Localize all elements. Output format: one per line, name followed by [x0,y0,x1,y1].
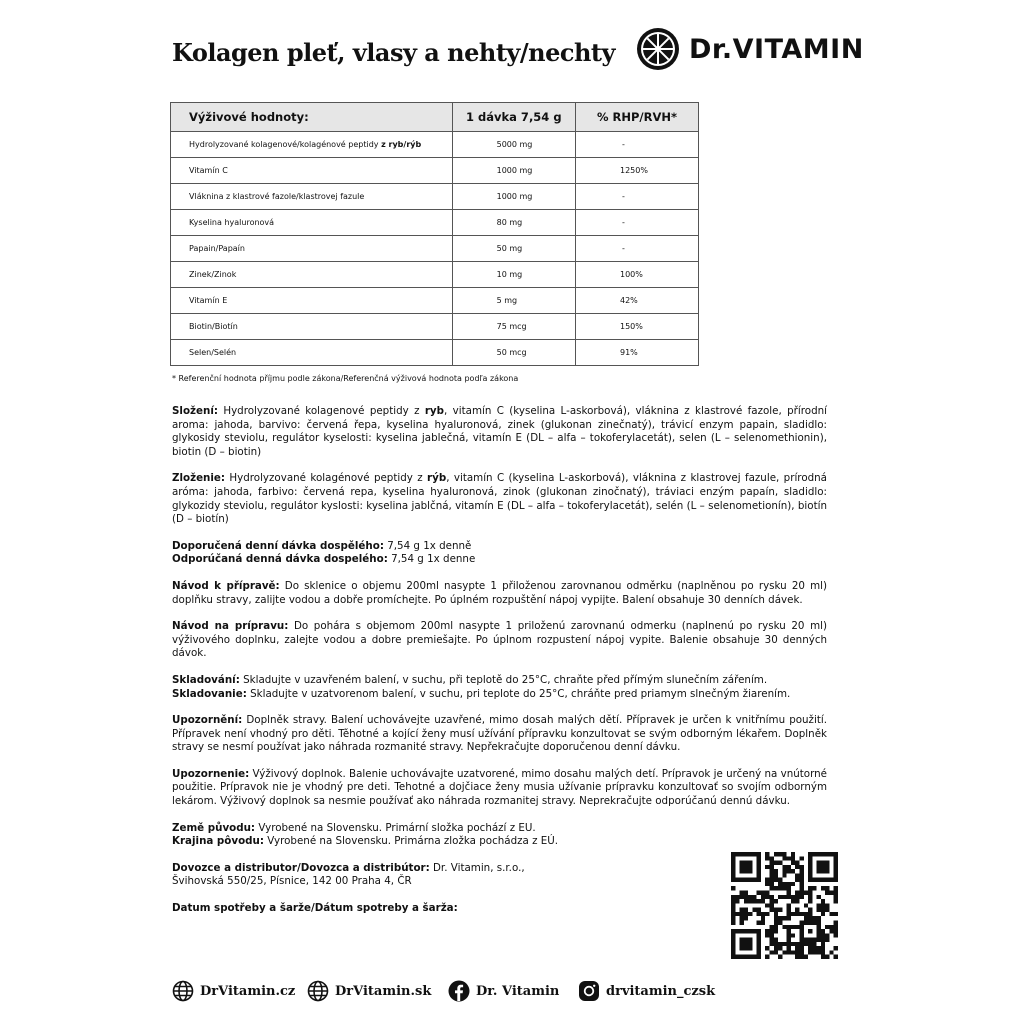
composition-sk: Zloženie: Hydrolyzované kolagénové peptidy z rýb, vitamín C (kyselina L-askorbová), vláknina z klastrovej fazule, prírodná aróma: jahoda, farbivo: červená repa, kyselina hyaluronová, zinok (glukonan zinočnatý), tráviaci enzým papaín, sladidlo: glykozidy steviolu, regulátor kyslosti: kyselina jablčná, vitamín E (DL – alfa – tokoferylacetát), selén (L – selenometionín), biotín (D – biotín) [172,472,827,526]
brand-logo [635,26,864,72]
nutrient-amount: 5 mg [452,288,575,314]
warning-sk: Upozornenie: Výživový doplnok. Balenie uchovávajte uzatvorené, mimo dosahu malých detí. Prípravok je určený na vnútorné použitie. Prípravok nie je vhodný pre deti. Tehotné a dojčiace ženy musia užívanie prípravku konzultovať so svojím odborným lekárom. Výživový doplnok sa nesmie používať ako náhrada rozmanitej stravy. Neprekračujte odporúčanú dennú dávku. [172,767,827,808]
nutrient-name: Kyselina hyaluronová [171,210,453,236]
website-cz-link[interactable]: DrVitamin.cz [172,980,295,1002]
nutrient-name: Vitamín E [171,288,453,314]
facebook-icon [448,980,470,1002]
origin-cz: Země původu: Vyrobené na Slovensku. Primární složka pochází z EU. [172,821,536,834]
label-text [172,405,827,929]
importer: Dovozce a distributor/Dovozca a distribútor: Dr. Vitamin, s.r.o., Švihovská 550/25, Písnice, 142 00 Praha 4, ČR [172,861,525,888]
nutrition-table [170,102,699,366]
globe-icon [307,980,329,1002]
nutrition-row [171,184,699,210]
header-dose: 1 dávka 7,54 g [452,103,575,132]
nutrient-name: Hydrolyzované kolagenové/kolagénové peptidy z ryb/rýb [171,132,453,158]
nutrient-rhp: - [575,184,698,210]
origin-sk: Krajina pôvodu: Vyrobené na Slovensku. Primárna zložka pochádza z EÚ. [172,835,559,848]
nutrient-amount: 1000 mg [452,184,575,210]
globe-icon [172,980,194,1002]
qr-code[interactable] [731,852,838,959]
daily-dose-sk: Odporúčaná denná dávka dospelého: 7,54 g 1x denne [172,553,476,566]
nutrient-name: Biotin/Biotín [171,314,453,340]
nutrition-row [171,158,699,184]
nutrition-row [171,132,699,158]
nutrient-name: Vitamín C [171,158,453,184]
nutrient-rhp: 91% [575,340,698,366]
page-title: Kolagen pleť, vlasy a nehty/nechty [172,38,615,67]
nutrition-row [171,210,699,236]
nutrient-rhp: 1250% [575,158,698,184]
nutrient-amount: 75 mcg [452,314,575,340]
nutrition-header-row [171,103,699,132]
storage-sk: Skladovanie: Skladujte v uzatvorenom balení, v suchu, pri teplote do 25°C, chráňte pred priamym slnečným žiarením. [172,687,791,700]
composition-cz: Složení: Hydrolyzované kolagenové peptidy z ryb, vitamín C (kyselina L-askorbová), vláknina z klastrové fazole, přírodní aroma: jahoda, barvivo: červená řepa, kyselina hyaluronová, zinek (glukonan zinečnatý), trávicí enzym papain, sladidlo: glykosidy steviolu, regulátor kyselosti: kyselina jablečná, vitamín E (DL – alfa – tokoferylacetát), selen (L – selenomethionin), biotin (D – biotin) [172,405,827,458]
nutrient-amount: 80 mg [452,210,575,236]
nutrient-rhp: - [575,132,698,158]
header-nutrients: Výživové hodnoty: [171,103,453,132]
header-rhp: % RHP/RVH* [575,103,698,132]
importer-address: Švihovská 550/25, Písnice, 142 00 Praha 4, ČR [172,875,412,888]
nutrient-rhp: - [575,210,698,236]
nutrient-rhp: 100% [575,262,698,288]
nutrient-name: Zinek/Zinok [171,262,453,288]
instructions-cz: Návod k přípravě: Do sklenice o objemu 200ml nasypte 1 přiloženou zarovnanou odměrku (naplněnou po rysku 20 ml) doplňku stravy, zalijte vodou a dobře promíchejte. Po úplném rozpuštění nápoj vypijte. Balení obsahuje 30 denních dávek. [172,579,827,606]
nutrient-name: Selen/Selén [171,340,453,366]
nutrient-amount: 1000 mg [452,158,575,184]
nutrient-amount: 10 mg [452,262,575,288]
nutrient-amount: 50 mg [452,236,575,262]
instagram-icon [578,980,600,1002]
nutrition-row [171,314,699,340]
nutrient-amount: 5000 mg [452,132,575,158]
instagram-link[interactable]: drvitamin_czsk [578,980,715,1002]
nutrition-row [171,262,699,288]
warning-cz: Upozornění: Doplněk stravy. Balení uchovávejte uzavřené, mimo dosah malých dětí. Přípravek je určen k vnitřnímu použití. Přípravek není vhodný pro děti. Těhotné a kojící ženy musí užívání přípravku konzultovat se svým odborným lékařem. Doplněk stravy se nesmí používat jako náhrada rozmanité stravy. Nepřekračujte doporučenou denní dávku. [172,714,827,754]
facebook-link[interactable]: Dr. Vitamin [448,980,559,1002]
instructions-sk: Návod na prípravu: Do pohára s objemom 200ml nasypte 1 priloženú zarovnanú odmerku (naplnenú po rysku 20 ml) výživového doplnku, zalejte vodou a dobre premiešajte. Po úplnom rozpustení nápoj vypite. Balenie obsahuje 30 denných dávok. [172,620,827,660]
expiry-batch: Datum spotřeby a šarže/Dátum spotreby a šarža: [172,902,458,915]
nutrition-row [171,236,699,262]
nutrient-rhp: - [575,236,698,262]
nutrient-name: Papain/Papaín [171,236,453,262]
storage-cz: Skladování: Skladujte v uzavřeném balení, v suchu, při teplotě do 25°C, chraňte před přímým slunečním zářením. [172,673,768,686]
nutrient-amount: 50 mcg [452,340,575,366]
social-links [172,980,732,1006]
daily-dose-cz: Doporučená denní dávka dospělého: 7,54 g 1x denně [172,539,472,552]
nutrition-row [171,288,699,314]
footnote: * Referenční hodnota příjmu podle zákona/Referenčná výživová hodnota podľa zákona [172,374,519,383]
nutrient-name: Vláknina z klastrové fazole/klastrovej fazule [171,184,453,210]
nutrient-rhp: 42% [575,288,698,314]
website-sk-link[interactable]: DrVitamin.sk [307,980,431,1002]
nutrition-row [171,340,699,366]
brand-name: Dr.VITAMIN [689,33,864,65]
nutrient-rhp: 150% [575,314,698,340]
orange-slice-logo-icon [635,26,681,72]
